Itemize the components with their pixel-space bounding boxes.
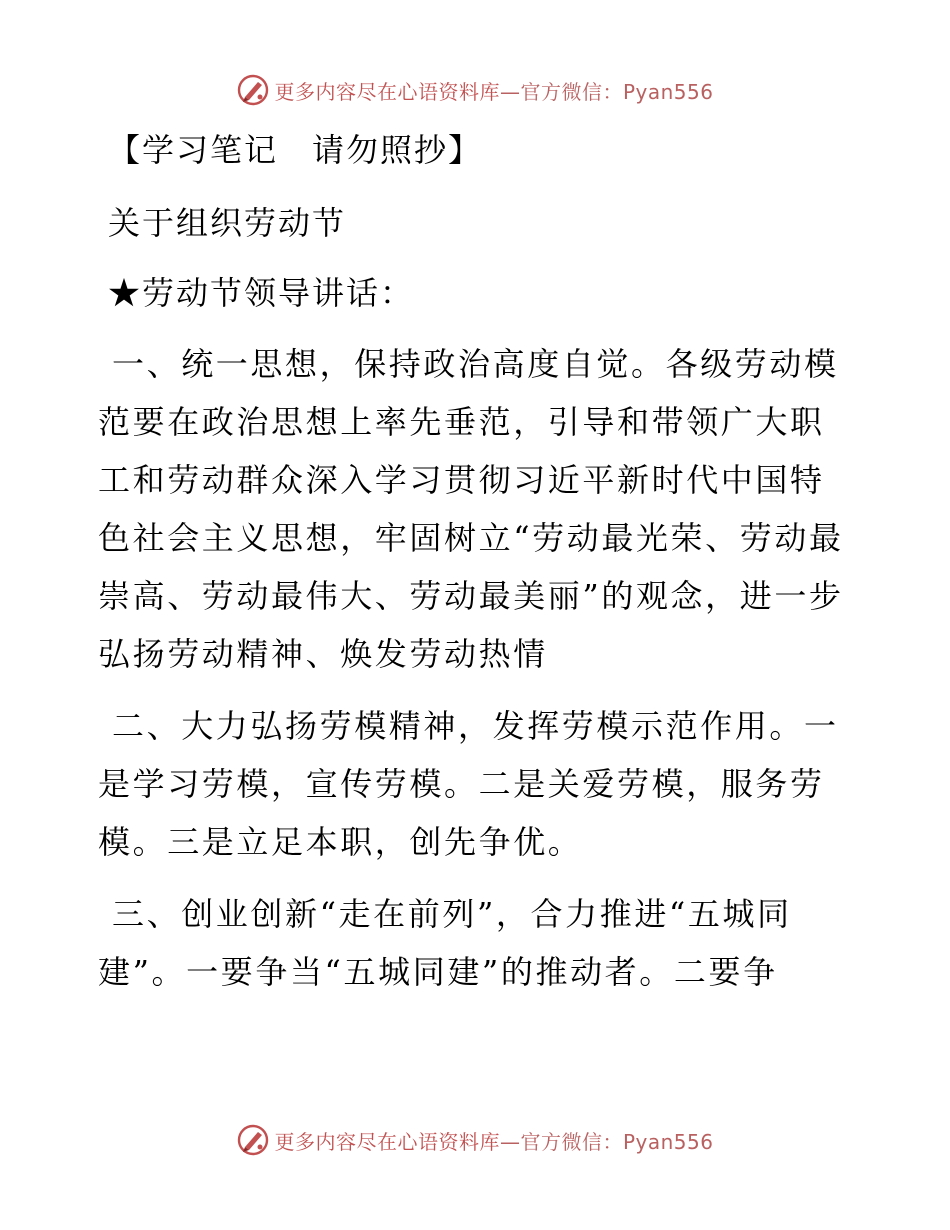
watermark-contact-text: —官方微信：Pyan556 (499, 1129, 714, 1154)
header-watermark (0, 70, 950, 110)
paragraph-3: 三、创业创新“走在前列”，合力推进“五城同建”。一要争当“五城同建”的推动者。二要争 (98, 895, 792, 991)
speech-subtitle: ★劳动节领导讲话： (108, 274, 415, 312)
watermark-main-text: 更多内容尽在心语资料库 (274, 1129, 500, 1154)
watermark-main-text: 更多内容尽在心语资料库 (274, 79, 500, 104)
pen-circle-logo-icon (236, 1123, 270, 1157)
study-note-label: 【学习笔记 请勿照抄】 (108, 131, 483, 169)
watermark-contact-text: —官方微信：Pyan556 (499, 79, 714, 104)
footer-watermark (0, 1120, 950, 1160)
document-body (98, 125, 858, 1001)
watermark-text (274, 1126, 713, 1155)
watermark-text (274, 76, 713, 105)
document-title: 关于组织劳动节 (108, 204, 347, 242)
pen-circle-logo-icon (236, 73, 270, 107)
paragraph-1: 一、统一思想，保持政治高度自觉。各级劳动模范要在政治思想上率先垂范，引导和带领广大职工和劳动群众深入学习贯彻习近平新时代中国特色社会主义思想，牢固树立“劳动最光荣、劳动最崇高、劳动最伟大、劳动最美丽”的观念，进一步弘扬劳动精神、焕发劳动热情 (98, 345, 844, 673)
paragraph-2: 二、大力弘扬劳模精神，发挥劳模示范作用。一是学习劳模，宣传劳模。二是关爱劳模，服务劳模。三是立足本职，创先争优。 (98, 707, 839, 861)
